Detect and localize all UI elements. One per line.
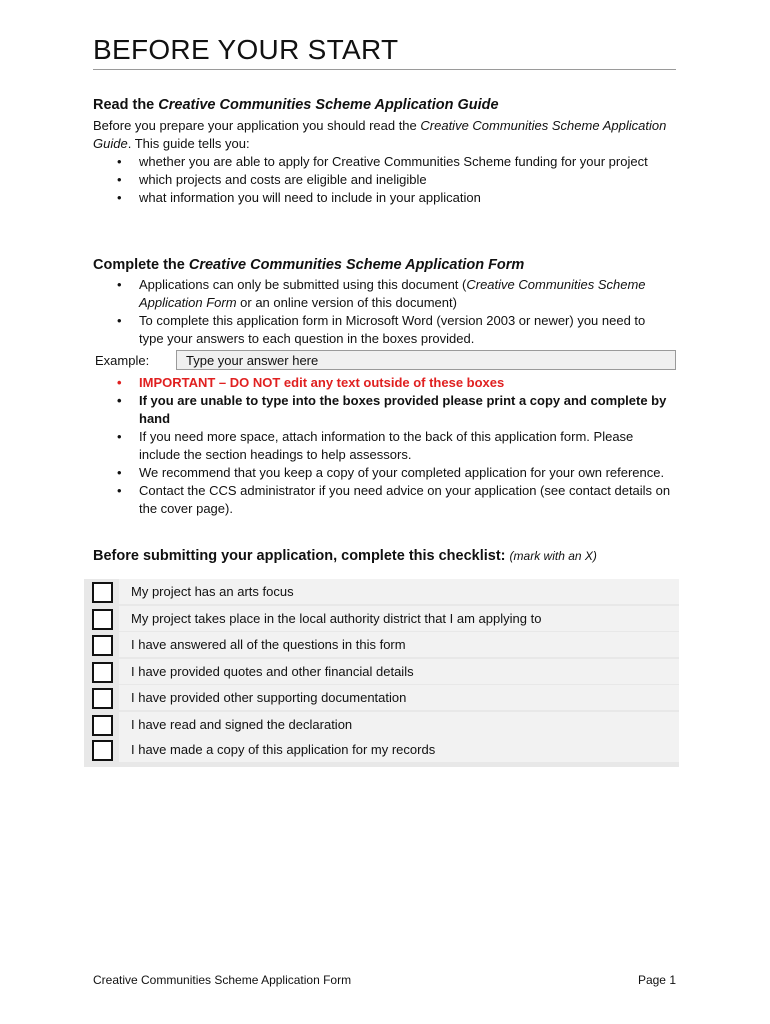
checkbox[interactable] xyxy=(92,662,113,683)
bullet1-after: or an online version of this document) xyxy=(236,295,457,310)
checklist-row xyxy=(84,579,679,604)
list-item: • what information you will need to include in your application xyxy=(93,189,673,207)
form-heading-title: Creative Communities Scheme Application Form xyxy=(188,257,525,273)
list-item: • Contact the CCS administrator if you need advice on your application (see contact details on the cover page). xyxy=(93,482,673,518)
list-item: • which projects and costs are eligible and ineligible xyxy=(93,171,673,189)
checklist-row xyxy=(84,632,679,657)
checklist-row xyxy=(84,685,679,710)
checklist-heading xyxy=(93,548,597,564)
form-heading-prefix: Complete the xyxy=(93,257,189,273)
list-item: • If you need more space, attach information to the back of this application form. Please include the section headings to help assessors. xyxy=(93,428,673,464)
guide-heading-title: Creative Communities Scheme Application Guide xyxy=(158,97,499,113)
form-bullet-list xyxy=(93,276,673,348)
checklist-item-label: I have made a copy of this application for my records xyxy=(119,737,679,762)
guide-intro-after: . This guide tells you: xyxy=(127,136,250,151)
checklist-row xyxy=(84,606,679,631)
form-notes-list xyxy=(93,374,673,518)
checkbox[interactable] xyxy=(92,582,113,603)
list-item: • We recommend that you keep a copy of your completed application for your own reference. xyxy=(93,464,673,482)
checkbox[interactable] xyxy=(92,635,113,656)
page-title: BEFORE YOUR START xyxy=(93,34,676,70)
list-item xyxy=(93,276,673,312)
checkbox[interactable] xyxy=(92,740,113,761)
guide-intro xyxy=(93,117,673,153)
checklist-row xyxy=(84,737,679,762)
footer-document-name: Creative Communities Scheme Application Form xyxy=(93,973,352,987)
bullet1-title: Creative Communities Scheme Application Form xyxy=(139,277,646,310)
checkbox[interactable] xyxy=(92,688,113,709)
checklist xyxy=(84,579,679,767)
guide-bullet-list xyxy=(93,153,673,207)
footer-page-number: Page 1 xyxy=(637,973,676,987)
print-note: • If you are unable to type into the boxes provided please print a copy and complete by hand xyxy=(93,392,673,428)
guide-intro-title: Creative Communities Scheme Application Guide xyxy=(93,118,667,151)
bullet1-before: Applications can only be submitted using this document ( xyxy=(139,277,467,292)
checklist-heading-text: Before submitting your application, complete this checklist: xyxy=(93,548,510,564)
checklist-item-label: I have answered all of the questions in this form xyxy=(119,632,679,657)
checklist-note: (mark with an X) xyxy=(509,549,597,563)
checklist-item-label: My project takes place in the local authority district that I am applying to xyxy=(119,606,679,631)
important-note: • IMPORTANT – DO NOT edit any text outside of these boxes xyxy=(93,374,673,392)
form-heading xyxy=(93,257,524,273)
checklist-item-label: I have provided quotes and other financial details xyxy=(119,659,679,684)
checklist-item-label: I have read and signed the declaration xyxy=(119,712,679,737)
list-item: • whether you are able to apply for Creative Communities Scheme funding for your project xyxy=(93,153,673,171)
list-item: • To complete this application form in Microsoft Word (version 2003 or newer) you need to type your answers to each question in the boxes provided. xyxy=(93,312,673,348)
example-label: Example: xyxy=(95,353,150,368)
guide-heading-prefix: Read the xyxy=(93,97,159,113)
guide-heading xyxy=(93,97,499,113)
guide-intro-before: Before you prepare your application you should read the xyxy=(93,118,421,133)
checklist-item-label: I have provided other supporting documentation xyxy=(119,685,679,710)
checklist-row xyxy=(84,712,679,737)
checklist-row xyxy=(84,659,679,684)
checkbox[interactable] xyxy=(92,609,113,630)
checkbox[interactable] xyxy=(92,715,113,736)
checklist-item-label: My project has an arts focus xyxy=(119,579,679,604)
example-answer-field[interactable]: Type your answer here xyxy=(176,350,676,370)
